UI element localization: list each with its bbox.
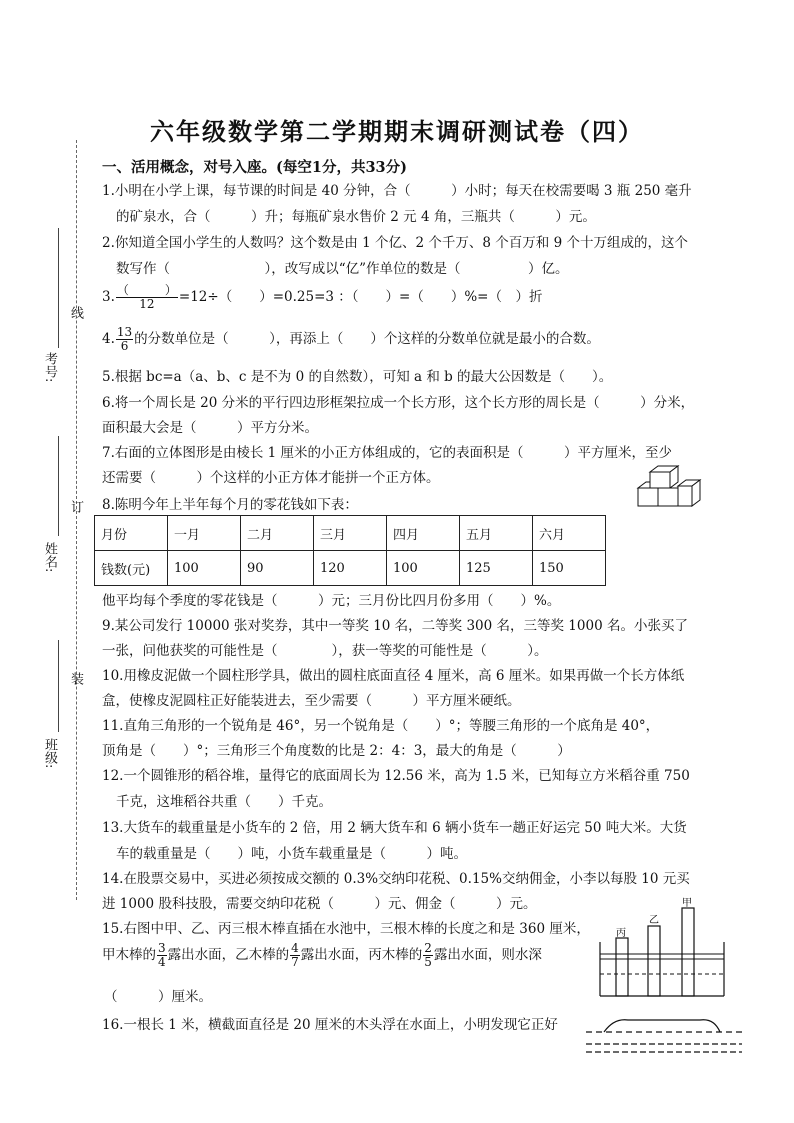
table-cell: 125 — [460, 551, 533, 586]
question-15-fraction-2 — [290, 942, 300, 969]
question-11-line2: 顶角是（ ）°；三角形三个角度数的比是 2：4：3，最大的角是（ ） — [102, 743, 571, 759]
fraction-denominator: 4 — [158, 955, 166, 969]
class-rule — [58, 640, 59, 732]
question-7-line2: 还需要（ ）个这样的小正方体才能拼一个正方体。 — [102, 470, 440, 486]
question-10-line1: 10.用橡皮泥做一个圆柱形学具，做出的圆柱底面直径 4 厘米，高 6 厘米。如果再做一个长方体纸 — [102, 668, 685, 684]
question-3-prefix: 3. — [102, 289, 115, 305]
question-12-line2: 千克，这堆稻谷共重（ ）千克。 — [116, 794, 332, 810]
table-cell: 钱数(元) — [95, 551, 168, 586]
question-3-denominator: 12 — [139, 297, 155, 311]
question-15-text: 甲木棒的 — [102, 947, 156, 963]
question-1-line2: 的矿泉水，合（ ）升；每瓶矿泉水售价 2 元 4 角，三瓶共（ ）元。 — [116, 209, 596, 225]
table-cell: 90 — [241, 551, 314, 586]
question-11-line1: 11.直角三角形的一个锐角是 46°，另一个锐角是（ ）°；等腰三角形的一个底角是 40°， — [102, 718, 660, 734]
question-13-line1: 13.大货车的载重量是小货车的 2 倍，用 2 辆大货车和 6 辆小货车一趟正好运完 50 吨大米。大货 — [102, 820, 687, 836]
label-bing: 丙 — [616, 928, 626, 939]
question-12-line1: 12.一个圆锥形的稻谷堆，量得它的底面周长为 12.56 米，高为 1.5 米，已知每立方米稻谷重 750 — [102, 768, 690, 784]
question-4-numerator: 13 — [116, 325, 133, 339]
table-cell: 100 — [168, 551, 241, 586]
question-9-line1: 9.某公司发行 10000 张对奖券，其中一等奖 10 名，二等奖 300 名，三等奖 1000 名。小张买了 — [102, 618, 688, 634]
question-14-line1: 14.在股票交易中，买进必须按成交额的 0.3%交纳印花税、0.15%交纳佣金，小李以每股 10 元买 — [102, 871, 690, 887]
table-cell: 一月 — [168, 516, 241, 551]
cube-figure — [636, 464, 702, 518]
question-15-text: 露出水面，乙木棒的 — [167, 947, 290, 963]
question-4-prefix: 4. — [102, 331, 115, 347]
table-cell: 六月 — [533, 516, 606, 551]
table-header-row — [95, 516, 606, 551]
question-13-line2: 车的载重量是（ ）吨，小货车载重量是（ ）吨。 — [116, 846, 467, 862]
fraction-denominator: 5 — [424, 955, 432, 969]
exam-no-label: 考号: — [42, 352, 57, 383]
question-2-line1: 2.你知道全国小学生的人数吗？这个数是由 1 个亿、2 个千万、8 个百万和 9 个十万组成的，这个 — [102, 235, 688, 251]
question-3-rest: =12÷（ ）=0.25=3 ：（ ）=（ ）%=（ ）折 — [178, 289, 543, 305]
binding-label-install: 装 — [68, 672, 83, 685]
question-15-line2 — [102, 942, 542, 969]
question-16: 16.一根长 1 米，横截面直径是 20 厘米的木头浮在水面上，小明发现它正好 — [102, 1017, 558, 1033]
question-8-followup: 他平均每个季度的零花钱是（ ）元；三月份比四月份多用（ ）%。 — [102, 593, 561, 609]
fraction-numerator: 4 — [291, 941, 299, 955]
table-cell: 120 — [314, 551, 387, 586]
question-15-fraction-3 — [423, 942, 433, 969]
table-cell: 五月 — [460, 516, 533, 551]
question-7-line1: 7.右面的立体图形是由棱长 1 厘米的小正方体组成的，它的表面积是（ ）平方厘米，至少 — [102, 445, 673, 461]
question-15-line1: 15.右图中甲、乙、丙三根木棒直插在水池中，三根木棒的长度之和是 360 厘米， — [102, 921, 590, 937]
question-14-line2: 进 1000 股科技股，需要交纳印花税（ ）元、佣金（ ）元。 — [102, 896, 537, 912]
question-4-rest: 的分数单位是（ ），再添上（ ）个这样的分数单位就是最小的合数。 — [134, 331, 600, 347]
table-cell: 月份 — [95, 516, 168, 551]
table-row — [95, 551, 606, 586]
binding-label-bind: 订 — [68, 500, 83, 513]
fraction-numerator: 3 — [158, 941, 166, 955]
fraction-denominator: 7 — [291, 955, 299, 969]
question-15-text: 露出水面，则水深 — [433, 947, 542, 963]
question-15-fraction-1 — [157, 942, 167, 969]
table-cell: 150 — [533, 551, 606, 586]
question-15-text: 露出水面，丙木棒的 — [300, 947, 423, 963]
binding-label-line: 线 — [68, 306, 83, 319]
label-yi: 乙 — [649, 915, 659, 926]
question-8: 8.陈明今年上半年每个月的零花钱如下表： — [102, 497, 358, 513]
question-4-fraction — [116, 326, 133, 353]
name-rule — [58, 436, 59, 536]
table-cell: 三月 — [314, 516, 387, 551]
table-cell: 二月 — [241, 516, 314, 551]
question-4-denominator: 6 — [120, 339, 129, 353]
stick-yi — [648, 926, 660, 996]
question-15-line3: （ ）厘米。 — [104, 989, 212, 1005]
question-4 — [102, 326, 600, 353]
label-jia: 甲 — [682, 898, 692, 909]
stick-bing — [616, 938, 628, 996]
question-3-numerator: （ ） — [116, 283, 177, 297]
stick-jia — [682, 908, 694, 996]
question-2-line2: 数写作（ ），改写成以“亿”作单位的数是（ ）亿。 — [116, 261, 569, 277]
question-5: 5.根据 bc=a（a、b、c 是不为 0 的自然数），可知 a 和 b 的最大公因数是（ ）。 — [102, 369, 613, 385]
question-10-line2: 盒，使橡皮泥圆柱正好能装进去，至少需要（ ）平方厘米硬纸。 — [102, 693, 521, 709]
sticks-pool-figure — [596, 896, 728, 1000]
name-label: 姓名: — [42, 542, 57, 573]
floating-log-figure — [584, 1014, 744, 1058]
question-3-fraction — [116, 284, 178, 311]
question-3 — [102, 284, 542, 311]
table-cell: 100 — [387, 551, 460, 586]
question-6-line1: 6.将一个周长是 20 分米的平行四边形框架拉成一个长方形，这个长方形的周长是（ ）分米， — [102, 395, 695, 411]
binding-dashed-line — [76, 140, 77, 900]
question-9-line2: 一张，问他获奖的可能性是（ ），获一等奖的可能性是（ ）。 — [102, 643, 548, 659]
class-label: 班级: — [42, 738, 57, 769]
fraction-numerator: 2 — [424, 941, 432, 955]
table-cell: 四月 — [387, 516, 460, 551]
allowance-table — [94, 515, 606, 586]
exam-no-rule — [58, 228, 59, 348]
question-1-line1: 1.小明在小学上课，每节课的时间是 40 分钟，合（ ）小时；每天在校需要喝 3 瓶 250 毫升 — [102, 183, 692, 199]
section-heading: 一、活用概念，对号入座。(每空1分，共33分) — [102, 159, 407, 176]
page-title: 六年级数学第二学期期末调研测试卷（四） — [150, 117, 644, 146]
question-6-line2: 面积最大会是（ ）平方分米。 — [102, 420, 318, 436]
